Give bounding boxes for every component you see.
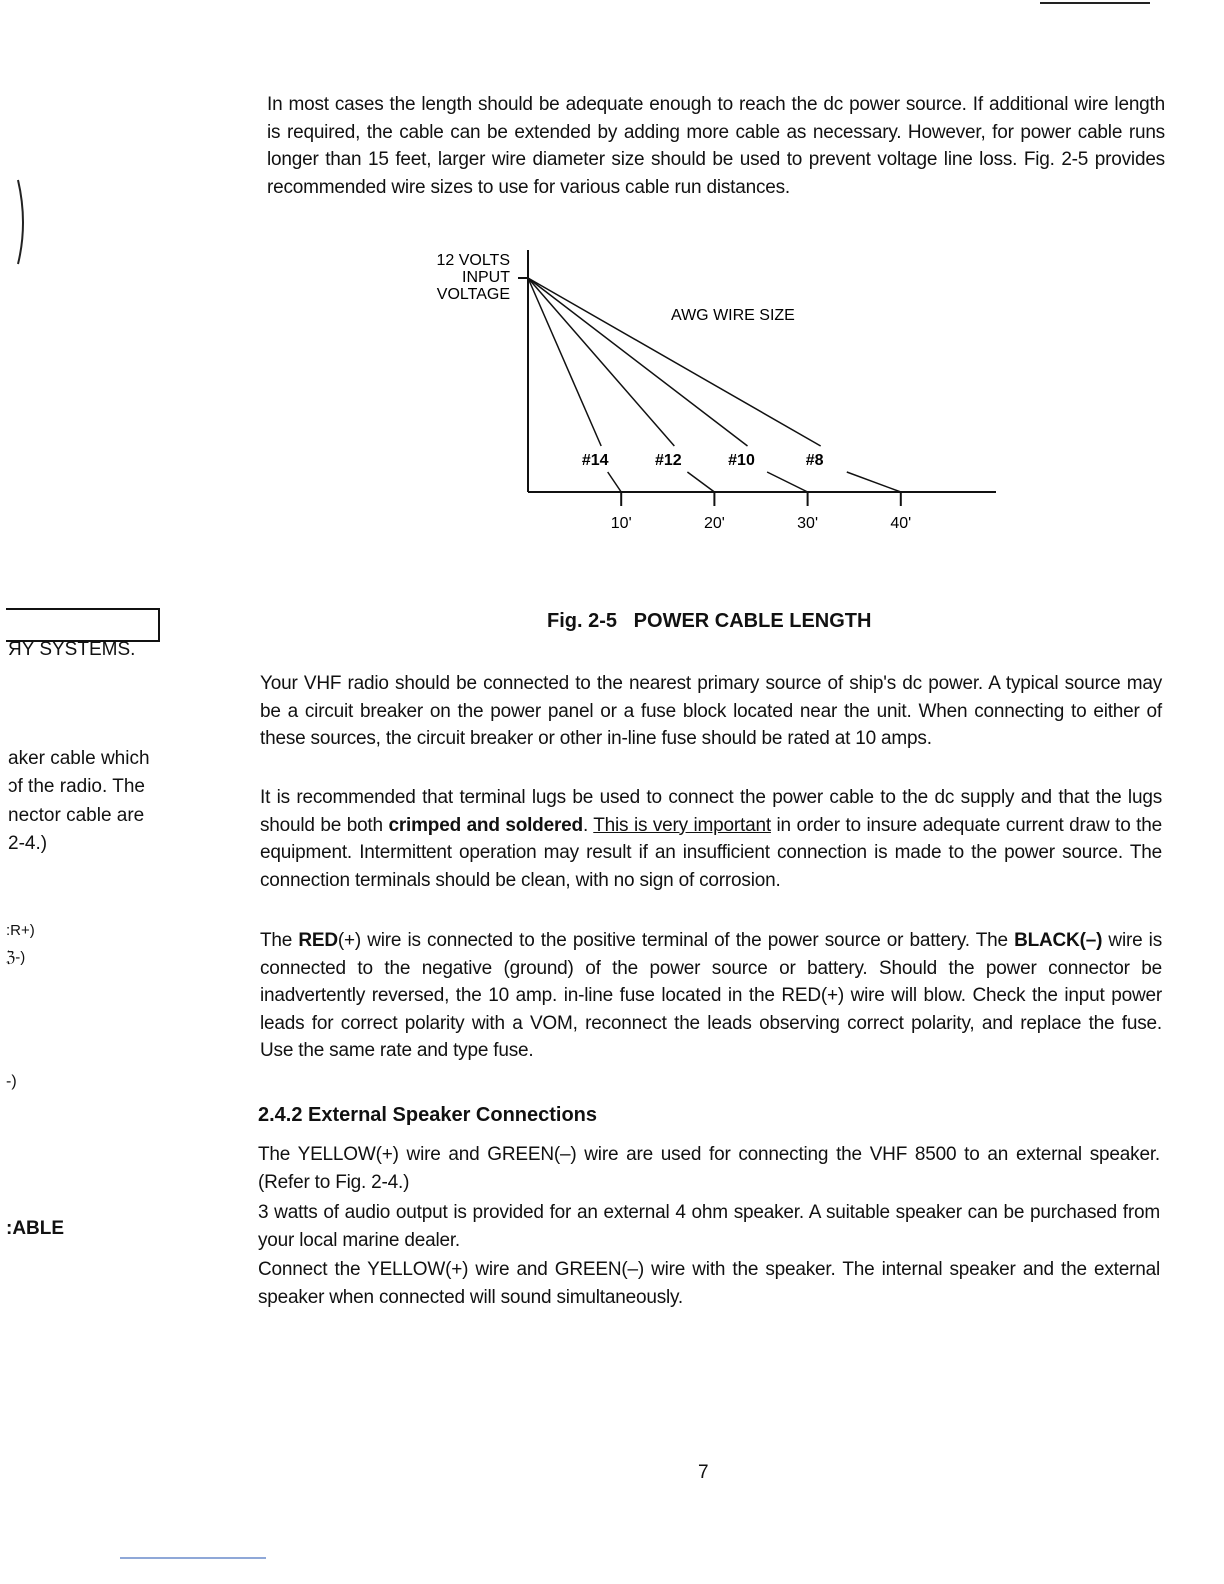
y-label-line-1: 12 VOLTS: [436, 252, 510, 269]
y-label-line-2: INPUT: [462, 269, 510, 286]
series-label-awg-12: #12: [654, 452, 682, 469]
scan-bottom-mark: [120, 1556, 270, 1562]
section-heading: 2.4.2 External Speaker Connections: [258, 1104, 598, 1126]
page-number: 7: [698, 1462, 709, 1483]
x-tick-label-40: 40': [890, 515, 912, 532]
series-label-awg-8: #8: [805, 452, 824, 469]
lugs-text-1: It is recommended that terminal lugs be used to connect the power cable to the dc supply and that the lugs should be both: [260, 787, 1162, 836]
chart-y-label: [436, 252, 510, 303]
x-tick-label-10: 10': [610, 515, 632, 532]
chart-annotation: AWG WIRE SIZE: [671, 307, 795, 324]
wires-text-3: wire is connected to the negative (ground) of the power source or battery. Should the power connector be inadvertently reversed, the 10 amp. in-line fuse located in the RED(+) wire will blow. Check the input power leads for correct polarity with a VOM, reconnect the leads observing correct polarity, and replace the fuse. Use the same rate and type fuse.: [260, 930, 1162, 1061]
margin-line-5: :R+): [6, 922, 35, 939]
wires-text-1: The: [260, 930, 299, 951]
intro-paragraph: In most cases the length should be adequate enough to reach the dc power source. If additional wire length is required, the cable can be extended by adding more cable as necessary. However, for power cable runs longer than 15 feet, larger wire diameter size should be used to prevent voltage line loss. Fig. 2-5 provides recommended wire sizes to use for various cable run distances.: [267, 94, 1165, 198]
margin-line-8: :ABLE: [6, 1218, 65, 1239]
power-source-paragraph: Your VHF radio should be connected to the nearest primary source of ship's dc power. A typical source may be a circuit breaker on the power panel or a fuse block located near the unit. When connecting to either of these sources, the circuit breaker or other in-line fuse should be rated at 10 amps.: [260, 673, 1162, 749]
wire-polarity-paragraph: [260, 927, 1162, 1065]
margin-line-7: -): [6, 1073, 17, 1090]
figure-caption: Fig. 2-5 POWER CABLE LENGTH: [547, 610, 872, 632]
x-tick-label-30: 30': [797, 515, 819, 532]
series-line-awg-12: [528, 278, 674, 446]
y-label-line-3: VOLTAGE: [436, 286, 510, 303]
wires-bold-black: BLACK(–): [1014, 930, 1103, 951]
lugs-bold: crimped and soldered: [388, 814, 583, 836]
series-line-awg-14: [528, 278, 601, 446]
margin-line-4: 2-4.): [8, 833, 48, 854]
wires-bold-red: RED: [298, 930, 338, 951]
series-label-awg-10: #10: [728, 452, 755, 469]
series-label-awg-14: #14: [581, 452, 609, 469]
margin-line-2: ɔf the radio. The: [8, 776, 145, 797]
series-leader-awg-8: [847, 472, 901, 492]
lugs-text-3: in order to insure adequate current draw to the equipment. Intermittent operation may result if an insufficient connection is made to the power source. The connection terminals should be clean, with no sign of corrosion.: [260, 814, 1162, 891]
margin-systems: ЯY SYSTEMS.: [8, 639, 136, 660]
power-cable-chart: [0, 0, 1224, 600]
series-leader-awg-12: [687, 472, 714, 492]
wires-text-2: (+) wire is connected to the positive terminal of the power source or battery. The: [337, 930, 1015, 951]
speaker-paragraph-2: 3 watts of audio output is provided for an external 4 ohm speaker. A suitable speaker can be purchased from your local marine dealer.: [258, 1202, 1160, 1251]
lugs-underlined: This is very important: [593, 814, 771, 836]
series-line-awg-8: [528, 278, 821, 446]
x-tick-label-20: 20': [703, 515, 725, 532]
series-leader-awg-10: [767, 472, 808, 492]
speaker-paragraph-3: Connect the YELLOW(+) wire and GREEN(–) wire with the speaker. The internal speaker and the external speaker when connected will sound simultaneously.: [258, 1259, 1160, 1308]
speaker-paragraph-1: The YELLOW(+) wire and GREEN(–) wire are used for connecting the VHF 8500 to an external speaker. (Refer to Fig. 2-4.): [258, 1144, 1160, 1193]
lugs-text-2: .: [582, 814, 594, 836]
margin-line-6: ℨ-): [6, 949, 26, 966]
series-leader-awg-14: [608, 472, 622, 492]
series-line-awg-10: [528, 278, 747, 446]
margin-line-3: nector cable are: [8, 805, 145, 826]
terminal-lugs-paragraph: [260, 784, 1162, 894]
adjacent-page-box: [6, 608, 160, 642]
margin-line-1: aker cable which: [8, 748, 150, 769]
